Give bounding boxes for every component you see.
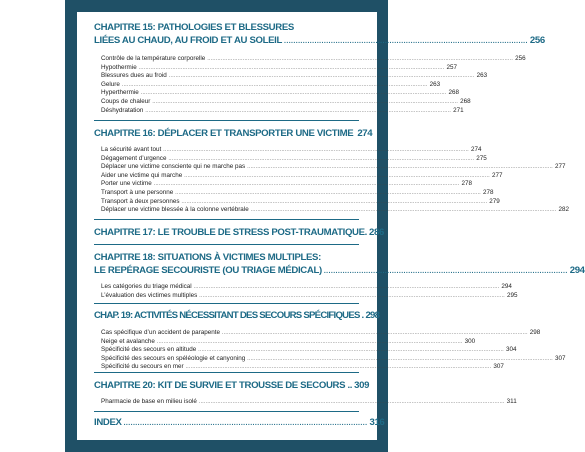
- list-item: Déplacer une victime consciente qui ne marche pas ..... 277: [101, 163, 358, 172]
- chapter-18-entries: [101, 283, 518, 300]
- chapter-page: 294: [569, 265, 585, 276]
- chapter-title-line: CHAPITRE 16: DÉPLACER ET TRANSPORTER UNE VICTIME: [94, 128, 354, 139]
- list-item: Hypothermie ..... 257: [101, 64, 358, 73]
- chapter-15-entries: [101, 55, 526, 115]
- section-divider: [94, 219, 359, 220]
- chapter-title-line: CHAPITRE 18: SITUATIONS À VICTIMES MULTIPLES:: [94, 252, 321, 263]
- list-item: Coups de chaleur ..... 268: [101, 98, 358, 107]
- list-item: Spécificité du secours en mer ..... 307: [101, 363, 358, 372]
- chapter-page: 298: [365, 310, 380, 321]
- list-item: Transport à deux personnes ..... 279: [101, 198, 358, 207]
- chapter-title-line: CHAPITRE 20: KIT DE SURVIE ET TROUSSE DE SECOURS ..: [94, 380, 353, 391]
- toc-page: [77, 12, 585, 440]
- chapter-20-heading: [94, 379, 370, 392]
- list-item: Déshydratation ..... 271: [101, 107, 358, 116]
- chapter-page: 256: [529, 35, 545, 46]
- list-item: Dégagement d’urgence ..... 275: [101, 155, 358, 164]
- list-item: Déplacer une victime blessée à la colonne vertébrale ..... 282: [101, 206, 358, 215]
- section-divider: [94, 303, 359, 304]
- list-item: Cas spécifique d’un accident de parapente ..... 298: [101, 329, 358, 338]
- chapter-page: 286: [369, 227, 384, 238]
- chapter-19-entries: [101, 329, 566, 372]
- list-item: Spécificité des secours en spéléologie et canyoning ..... 307: [101, 355, 358, 364]
- list-item: Aider une victime qui marche ..... 277: [101, 172, 358, 181]
- chapter-18-heading: [94, 251, 585, 278]
- list-item: L’évaluation des victimes multiples ..... 295: [101, 292, 358, 301]
- section-divider: [94, 120, 359, 121]
- list-item: Contrôle de la température corporelle ..... 256: [101, 55, 358, 64]
- index-heading: [94, 416, 385, 430]
- chapter-page: 274: [357, 128, 373, 139]
- chapter-title-line: CHAPITRE 15: PATHOLOGIES ET BLESSURES: [94, 22, 294, 33]
- list-item: Neige et avalanche ..... 300: [101, 338, 358, 347]
- chapter-16-entries: [101, 146, 569, 215]
- chapter-20-entries: [101, 398, 517, 407]
- list-item: Transport à une personne ..... 278: [101, 189, 358, 198]
- chapter-title-line: CHAPITRE 17: LE TROUBLE DE STRESS POST-TRAUMATIQUE.: [94, 227, 368, 238]
- list-item: La sécurité avant tout ..... 274: [101, 146, 358, 155]
- list-item: Pharmacie de base en milieu isolé ..... 311: [101, 398, 358, 407]
- chapter-title-line: LIÉES AU CHAUD, AU FROID ET AU SOLEIL: [94, 35, 282, 46]
- list-item: Hyperthermie ..... 268: [101, 89, 358, 98]
- chapter-title-line: CHAP. 19: ACTIVITÉS NÉCESSITANT DES SECOURS SPÉCIFIQUES .: [94, 310, 364, 321]
- chapter-17-heading: [94, 226, 384, 239]
- chapter-page: 309: [354, 380, 370, 391]
- section-divider: [94, 372, 359, 373]
- chapter-page: 316: [369, 417, 385, 428]
- chapter-title-line: INDEX: [94, 417, 122, 428]
- chapter-16-heading: [94, 127, 373, 141]
- list-item: Porter une victime ..... 278: [101, 180, 358, 189]
- chapter-title-line: LE REPÉRAGE SECOURISTE (OU TRIAGE MÉDICAL): [94, 265, 322, 276]
- list-item: Gelure ..... 263: [101, 81, 358, 90]
- section-divider: [94, 411, 359, 412]
- chapter-19-heading: [94, 309, 380, 322]
- list-item: Spécificité des secours en altitude ..... 304: [101, 346, 358, 355]
- list-item: Blessures dues au froid ..... 263: [101, 72, 358, 81]
- list-item: Les catégories du triage médical ..... 294: [101, 283, 358, 292]
- chapter-15-heading: [94, 21, 545, 48]
- section-divider: [94, 244, 359, 245]
